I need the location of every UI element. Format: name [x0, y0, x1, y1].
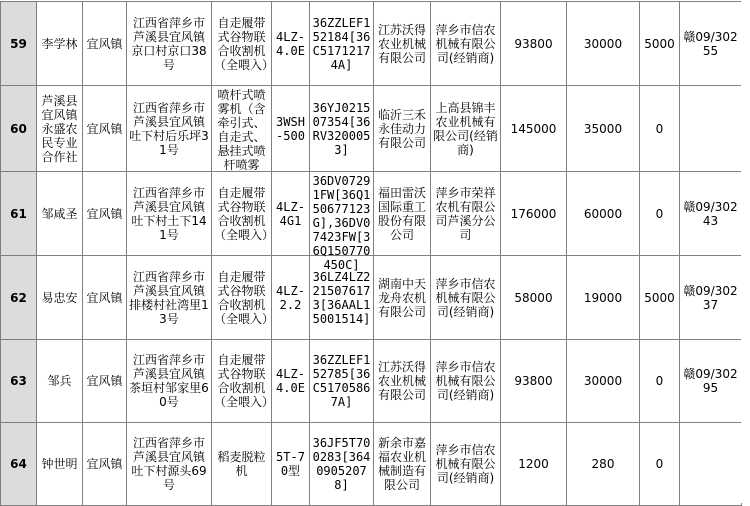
- subsidy: 60000: [583, 206, 623, 221]
- applicant-name-cell[interactable]: [37, 423, 83, 506]
- applicant-name: 钟世明: [41, 457, 78, 471]
- applicant-name-cell[interactable]: [37, 340, 83, 423]
- applicant-name-cell[interactable]: [37, 2, 83, 86]
- row-number-cell[interactable]: [1, 2, 37, 86]
- machine-type: 自走履带式谷物联合收割机（全喂入）: [214, 15, 275, 72]
- table-row: [1, 2, 742, 86]
- serial-number: 36ZZLEF152184[36C51712174A]: [312, 15, 371, 72]
- address-cell[interactable]: [127, 340, 212, 423]
- subsidy: 35000: [583, 121, 623, 136]
- address: 江西省萍乡市芦溪县宜风镇茶垣村邹家里60号: [129, 353, 209, 409]
- model: 4LZ-4.0E: [276, 29, 305, 58]
- subsidy-cell[interactable]: [567, 86, 640, 172]
- serial-number: 36JF5T700283[36409052078]: [312, 436, 371, 492]
- table-row: [1, 86, 742, 172]
- manufacturer: 江苏沃得农业机械有限公司: [377, 360, 426, 402]
- manufacturer-cell[interactable]: [374, 172, 431, 256]
- manufacturer-cell[interactable]: [374, 2, 431, 86]
- town-cell[interactable]: [83, 340, 127, 423]
- dealer-cell[interactable]: [431, 172, 501, 256]
- machine-type: 自走履带式谷物联合收割机（全喂入）: [214, 353, 275, 409]
- subsidy-cell[interactable]: [567, 256, 640, 340]
- plate-number: 赣09/30243: [683, 199, 738, 228]
- applicant-name: 邹咸圣: [41, 206, 78, 221]
- extra-subsidy-cell[interactable]: [640, 340, 680, 423]
- extra-subsidy: 0: [655, 206, 664, 221]
- plate-number-cell[interactable]: [680, 172, 742, 256]
- window-edge: [741, 0, 750, 503]
- address: 江西省萍乡市芦溪县宜风镇排楼村社湾里13号: [129, 269, 209, 326]
- row-number: 59: [10, 36, 27, 51]
- manufacturer-cell[interactable]: [374, 256, 431, 340]
- address: 江西省萍乡市芦溪县宜风镇吐下村源头69号: [131, 436, 207, 492]
- subsidy: 30000: [583, 36, 623, 51]
- model: 4LZ-4G1: [276, 199, 305, 228]
- row-number: 60: [10, 121, 27, 136]
- model-cell[interactable]: [272, 2, 310, 86]
- dealer: 萍乡市荣祥农机有限公司芦溪分公司: [435, 185, 496, 242]
- subsidy-cell[interactable]: [567, 423, 640, 506]
- row-number-cell[interactable]: [1, 172, 37, 256]
- machine-type-cell[interactable]: [212, 340, 275, 423]
- extra-subsidy-cell[interactable]: [640, 423, 680, 506]
- price: 93800: [514, 374, 553, 388]
- row-number: 61: [10, 206, 27, 221]
- machine-type-cell[interactable]: [212, 172, 275, 256]
- plate-number-cell[interactable]: [680, 2, 742, 86]
- manufacturer: 新余市嘉福农业机械制造有限公司: [377, 436, 426, 492]
- dealer-cell[interactable]: [431, 2, 501, 86]
- town: 宜风镇: [86, 121, 123, 136]
- applicant-name: 李学林: [41, 36, 78, 51]
- town-cell[interactable]: [83, 172, 127, 256]
- dealer: 上高县锦丰农业机械有限公司(经销商): [433, 100, 498, 157]
- dealer: 萍乡市信农机械有限公司(经销商): [435, 443, 496, 485]
- manufacturer-cell[interactable]: [374, 340, 431, 423]
- applicant-name: 易忠安: [41, 290, 78, 305]
- row-number-cell[interactable]: [1, 340, 37, 423]
- town: 宜风镇: [86, 206, 123, 221]
- serial-number-cell[interactable]: [310, 423, 374, 506]
- machine-type-cell[interactable]: [212, 256, 275, 340]
- applicant-name-cell[interactable]: [37, 86, 83, 172]
- machine-type: 稻麦脱粒机: [217, 450, 266, 478]
- extra-subsidy: 0: [655, 457, 664, 471]
- extra-subsidy-cell[interactable]: [640, 86, 680, 172]
- price: 145000: [510, 121, 557, 136]
- dealer-cell[interactable]: [431, 256, 501, 340]
- price: 93800: [514, 36, 553, 51]
- subsidy: 280: [591, 457, 615, 471]
- dealer: 萍乡市信农机械有限公司(经销商): [435, 360, 496, 402]
- plate-number-cell[interactable]: [680, 256, 742, 340]
- serial-number: 36LZ4LZ2215076173[36AAL15001514]: [312, 269, 371, 326]
- serial-number-cell[interactable]: [310, 340, 374, 423]
- model: 4LZ-2.2: [276, 283, 305, 312]
- machine-type-cell[interactable]: [212, 86, 272, 172]
- address: 江西省萍乡市芦溪县宜风镇吐下村后乐坪31号: [129, 100, 209, 157]
- row-number-cell[interactable]: [1, 423, 37, 506]
- address-cell[interactable]: [127, 86, 212, 172]
- address-cell[interactable]: [127, 423, 212, 506]
- address-cell[interactable]: [127, 256, 212, 340]
- subsidy: 30000: [583, 374, 623, 388]
- plate-number: 赣09/30295: [683, 367, 738, 395]
- price: 176000: [510, 206, 557, 221]
- model-cell[interactable]: [272, 340, 310, 423]
- extra-subsidy: 5000: [644, 290, 675, 305]
- price-cell[interactable]: [501, 172, 567, 256]
- extra-subsidy: 5000: [644, 36, 675, 51]
- model-cell[interactable]: [272, 172, 310, 256]
- machine-type: 自走履带式谷物联合收割机（全喂入）: [214, 269, 275, 326]
- plate-number-cell[interactable]: [680, 340, 742, 423]
- applicant-name-cell[interactable]: [37, 172, 83, 256]
- table-row: [1, 172, 742, 256]
- extra-subsidy-cell[interactable]: [640, 256, 680, 340]
- address-cell[interactable]: [127, 172, 212, 256]
- serial-number: 36YJ021507354[36RV3200053]: [312, 100, 371, 157]
- row-number-cell[interactable]: [1, 86, 37, 172]
- subsidy-table: [0, 1, 742, 506]
- table-row: [1, 423, 742, 506]
- row-number: 63: [10, 374, 27, 388]
- price-cell[interactable]: [501, 86, 567, 172]
- address: 江西省萍乡市芦溪县宜风镇京口村京口38号: [131, 15, 207, 72]
- table-row: [1, 340, 742, 423]
- machine-type-cell[interactable]: [212, 2, 275, 86]
- dealer-cell[interactable]: [431, 423, 501, 506]
- model-cell[interactable]: [272, 256, 310, 340]
- town: 宜风镇: [86, 457, 123, 471]
- table-row: [1, 256, 742, 340]
- price-cell[interactable]: [501, 2, 567, 86]
- manufacturer: 福田雷沃国际重工股份有限公司: [377, 185, 426, 242]
- subsidy: 19000: [583, 290, 623, 305]
- price-cell[interactable]: [501, 423, 567, 506]
- manufacturer-cell[interactable]: [374, 423, 431, 506]
- extra-subsidy-cell[interactable]: [640, 2, 680, 86]
- model-cell[interactable]: [272, 86, 310, 172]
- machine-type-cell[interactable]: [212, 423, 272, 506]
- town-cell[interactable]: [83, 256, 127, 340]
- model-cell[interactable]: [272, 423, 310, 506]
- address-cell[interactable]: [127, 2, 212, 86]
- plate-number: 赣09/30255: [683, 29, 738, 58]
- applicant-name: 芦溪县宜风镇永盛农民专业合作社: [41, 93, 78, 164]
- town-cell[interactable]: [83, 86, 127, 172]
- model: 4LZ-4.0E: [276, 367, 305, 395]
- manufacturer-cell[interactable]: [374, 86, 431, 172]
- serial-number-cell[interactable]: [310, 172, 374, 272]
- dealer-cell[interactable]: [431, 340, 501, 423]
- row-number: 62: [10, 290, 27, 305]
- town-cell[interactable]: [83, 2, 127, 86]
- plate-number-cell[interactable]: [680, 423, 742, 506]
- subsidy-cell[interactable]: [567, 2, 640, 86]
- dealer-cell[interactable]: [431, 86, 501, 172]
- extra-subsidy: 0: [655, 121, 664, 136]
- serial-number-cell[interactable]: [310, 2, 374, 86]
- row-number-cell[interactable]: [1, 256, 37, 340]
- manufacturer: 临沂三禾永佳动力有限公司: [377, 107, 426, 150]
- applicant-name: 邹兵: [47, 374, 72, 388]
- manufacturer: 湖南中天龙舟农机有限公司: [377, 276, 426, 319]
- machine-type: 喷杆式喷雾机（含牵引式、自走式、悬挂式喷杆喷雾: [217, 87, 266, 172]
- model: 3WSH-500: [276, 114, 305, 143]
- town-cell[interactable]: [83, 423, 127, 506]
- dealer: 萍乡市信农机械有限公司(经销商): [435, 22, 496, 65]
- serial-number: 36ZZLEF152785[36C51705867A]: [312, 353, 371, 409]
- extra-subsidy-cell[interactable]: [640, 172, 680, 256]
- applicant-name-cell[interactable]: [37, 256, 83, 340]
- serial-number-cell[interactable]: [310, 86, 374, 172]
- price: 58000: [514, 290, 553, 305]
- extra-subsidy: 0: [655, 374, 664, 388]
- address: 江西省萍乡市芦溪县宜风镇吐下村土下141号: [131, 185, 207, 242]
- serial-number: 36DV07291FW[36Q150677123G],36DV07423FW[36Q150770450C]: [312, 173, 371, 272]
- town: 宜风镇: [86, 290, 123, 305]
- town: 宜风镇: [86, 374, 123, 388]
- subsidy-cell[interactable]: [567, 340, 640, 423]
- price-cell[interactable]: [501, 340, 567, 423]
- price: 1200: [518, 457, 549, 471]
- plate-number-cell[interactable]: [680, 86, 742, 172]
- town: 宜风镇: [86, 36, 123, 51]
- subsidy-cell[interactable]: [567, 172, 640, 256]
- price-cell[interactable]: [501, 256, 567, 340]
- machine-type: 自走履带式谷物联合收割机（全喂入）: [214, 185, 275, 242]
- dealer: 萍乡市信农机械有限公司(经销商): [435, 276, 496, 319]
- model: 5T-70型: [276, 450, 305, 478]
- plate-number: 赣09/30237: [683, 283, 738, 312]
- manufacturer: 江苏沃得农业机械有限公司: [377, 22, 426, 65]
- row-number: 64: [10, 457, 27, 471]
